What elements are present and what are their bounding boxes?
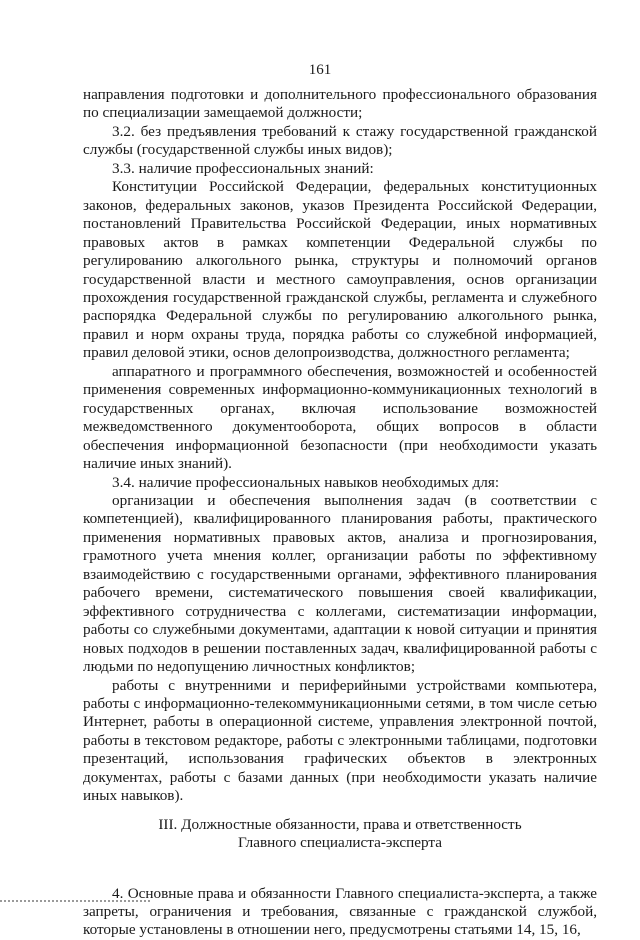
paragraph-3-3: 3.3. наличие профессиональных знаний: — [112, 159, 374, 177]
paragraph-skills-computer: работы с внутренними и периферийными устройствами компьютера, работы с информационно-телекоммуникационными сетями, в том числе сетью Интернет, работы в операционной системе, управления электронной почтой, работы в текстовом редакторе, работы с электронными таблицами, подготовки презентаций, использования графических объектов в электронных документах, работы с базами данных (при необходимости указать наличие иных навыков). — [83, 676, 597, 805]
paragraph-skills-organization: организации и обеспечения выполнения задач (в соответствии с компетенцией), квалифицированного планирования работы, практического применения нормативных правовых актов, анализа и прогнозирования, грамотного учета мнения коллег, организации работы по эффективному взаимодействию с государственными органами, эффективного планирования рабочего времени, систематического повышения своей квалификации, эффективного сотрудничества с коллегами, систематизации информации, работы со служебными документами, адаптации к новой ситуации и принятия новых подходов в решении поставленных задач, квалифицированной работы с людьми по недопущению личностных конфликтов; — [83, 491, 597, 676]
page-number: 161 — [308, 62, 332, 78]
bottom-edge-mark — [0, 900, 150, 902]
paragraph-continuation: направления подготовки и дополнительного профессионального образования по специализации замещаемой должности; — [83, 86, 597, 122]
section-heading-line-1: III. Должностные обязанности, права и ответственность — [158, 815, 522, 833]
paragraph-3-2: 3.2. без предъявления требований к стажу государственной гражданской службы (государственной службы иных видов); — [83, 122, 597, 159]
document-body — [83, 86, 597, 940]
paragraph-3-4: 3.4. наличие профессиональных навыков необходимых для: — [112, 473, 500, 491]
paragraph-knowledge-laws: Конституции Российской Федерации, федеральных конституционных законов, федеральных законов, указов Президента Российской Федерации, постановлений Правительства Российской Федерации, иных нормативных правовых актов в рамках компетенции Федеральной службы по регулированию алкогольного рынка, структуры и полномочий органов государственной власти и местного самоуправления, основ организации прохождения государственной гражданской службы, регламента и служебного распорядка Федеральной службы по регулированию алкогольного рынка, правил и норм охраны труда, порядка работы со служебной информацией, правил деловой этики, основ делопроизводства, должностного регламента; — [83, 178, 597, 362]
section-heading-line-2: Главного специалиста-эксперта — [238, 834, 442, 852]
paragraph-4: 4. Основные права и обязанности Главного специалиста-эксперта, а также запреты, ограничения и требования, связанные с гражданской службой, которые установлены в отношении него, предусмотрены статьями 14, 15, 16, — [83, 884, 597, 939]
paragraph-knowledge-it: аппаратного и программного обеспечения, возможностей и особенностей применения современных информационно-коммуникационных технологий в государственных органах, включая использование возможностей межведомственного документооборота, общих вопросов в области обеспечения информационной безопасности (при необходимости указать наличие иных знаний). — [83, 362, 597, 473]
